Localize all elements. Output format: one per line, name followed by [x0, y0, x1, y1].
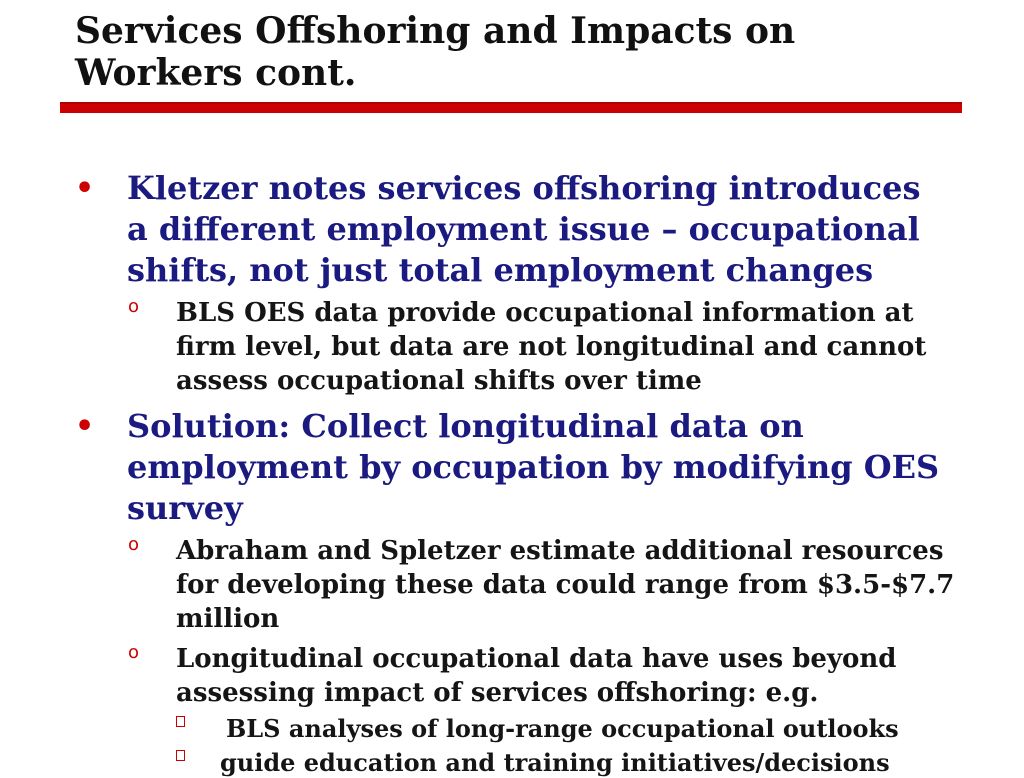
sub-bullet-2-1 [128, 534, 966, 636]
bullet-2 [75, 406, 947, 529]
sub-bullet-2-1-text: Abraham and Spletzer estimate additional resources for developing these data could range from $3.5-$7.7 million [176, 536, 955, 634]
bullet-dot-icon: • [75, 409, 95, 444]
slide-title: Services Offshoring and Impacts on Workers cont. [75, 10, 796, 94]
circle-bullet-icon: o [128, 642, 140, 663]
circle-bullet-icon: o [128, 296, 140, 317]
bullet-1-text: Kletzer notes services offshoring introduces a different employment issue – occupational shifts, not just total employment changes [127, 169, 921, 289]
sub-bullet-2-2-text: Longitudinal occupational data have uses beyond assessing impact of services offshoring: e.g. [176, 644, 897, 708]
sub-sub-bullet-2 [220, 748, 980, 778]
bullet-1 [75, 168, 947, 291]
sub-bullet-1-1 [128, 296, 966, 398]
bullet-2-text: Solution: Collect longitudinal data on employment by occupation by modifying OES survey [127, 407, 940, 527]
square-bullet-icon [176, 716, 185, 727]
sub-sub-bullet-1 [226, 714, 986, 744]
sub-sub-bullet-2-text: guide education and training initiatives/decisions [220, 748, 890, 777]
square-bullet-icon [176, 750, 185, 761]
sub-bullet-2-2 [128, 642, 966, 710]
circle-bullet-icon: o [128, 534, 140, 555]
bullet-dot-icon: • [75, 171, 95, 206]
sub-sub-bullet-1-text: BLS analyses of long-range occupational outlooks [226, 714, 899, 743]
sub-bullet-1-1-text: BLS OES data provide occupational information at firm level, but data are not longitudinal and cannot assess occupational shifts over time [176, 298, 927, 396]
